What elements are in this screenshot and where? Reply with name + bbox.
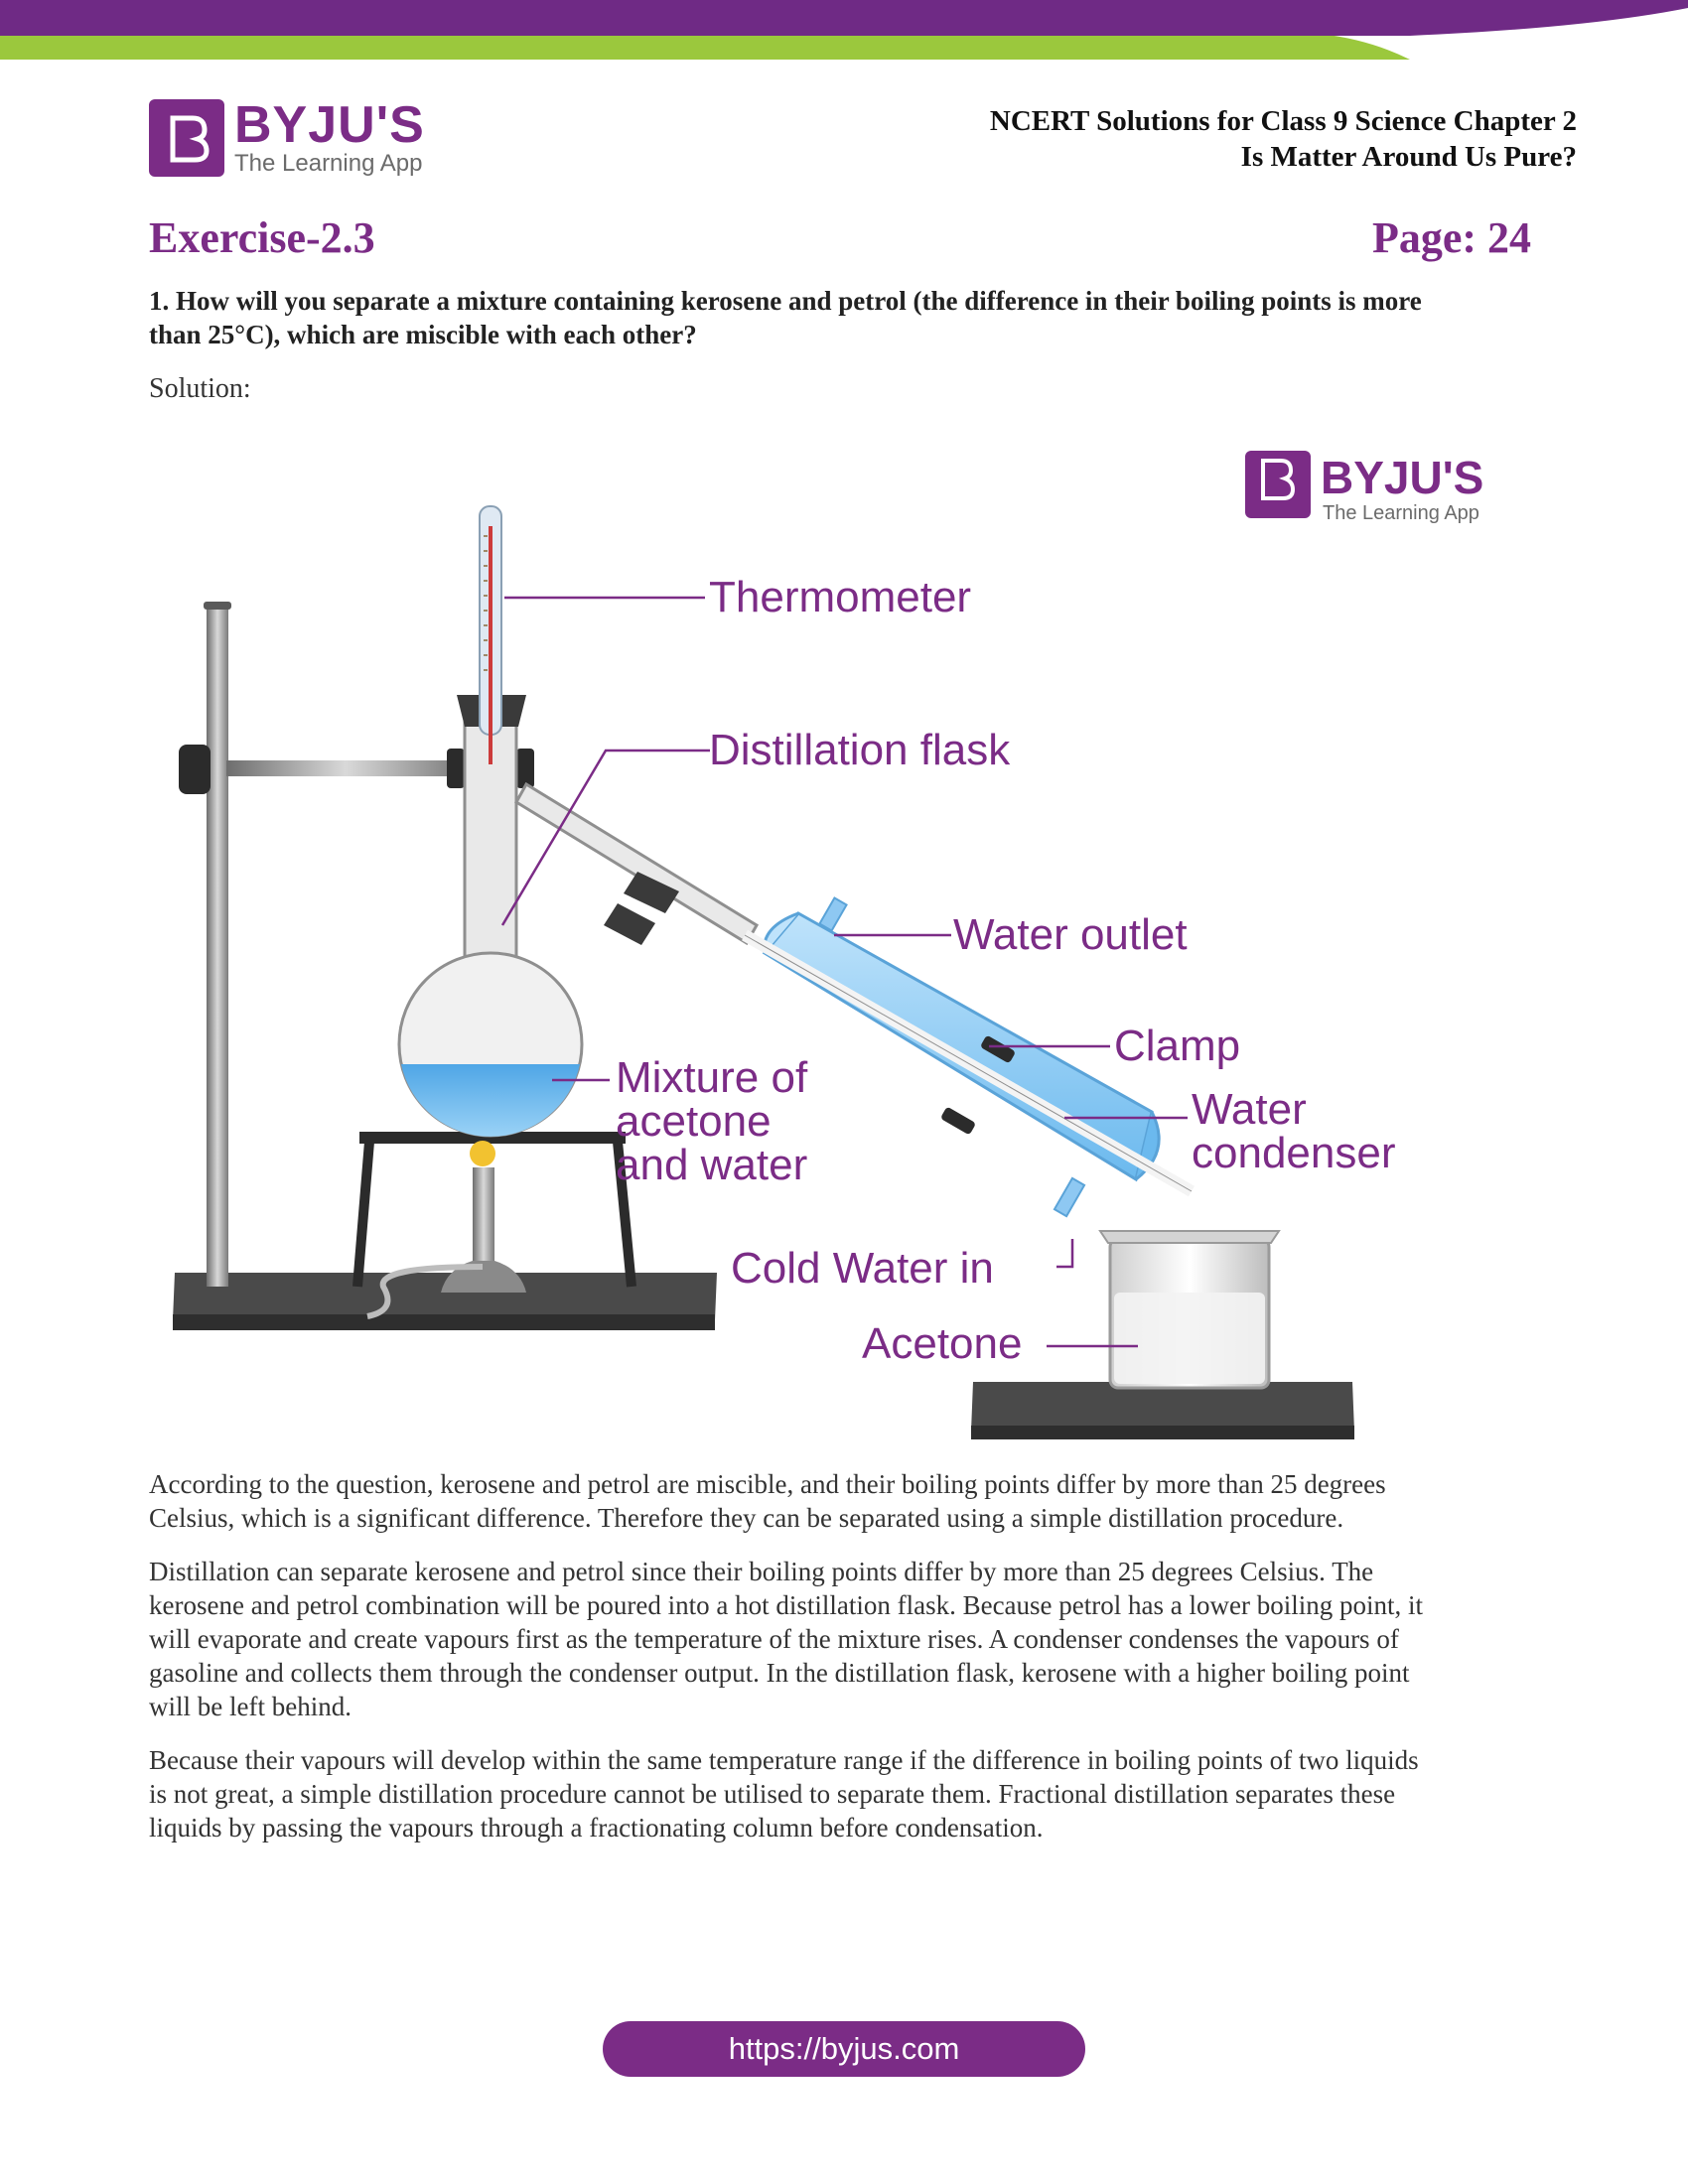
logo-name: BYJU'S bbox=[234, 96, 425, 154]
chapter-header-line2: Is Matter Around Us Pure? bbox=[1240, 141, 1577, 173]
chapter-header-line1: NCERT Solutions for Class 9 Science Chapter 2 bbox=[989, 105, 1577, 137]
label-mixture-line2: acetone bbox=[616, 1097, 772, 1146]
paragraph-line: Celsius, which is a significant difference. Therefore they can be separated using a simple distillation procedure. bbox=[149, 1503, 1344, 1533]
paragraph-3 bbox=[149, 1743, 1539, 1844]
paragraph-line: kerosene and petrol combination will be poured into a hot distillation flask. Because petrol has a lower boiling point, it bbox=[149, 1590, 1423, 1620]
top-banner bbox=[0, 0, 1688, 60]
distillation-diagram bbox=[149, 437, 1539, 1449]
paragraph-line: will be left behind. bbox=[149, 1692, 352, 1721]
paragraph-line: will evaporate and create vapours first as the temperature of the mixture rises. A condenser condenses the vapours of bbox=[149, 1624, 1399, 1654]
paragraph-line: Distillation can separate kerosene and petrol since their boiling points differ by more than 25 degrees Celsius. The bbox=[149, 1557, 1374, 1586]
label-thermometer: Thermometer bbox=[709, 573, 972, 621]
distillation-apparatus bbox=[149, 437, 1539, 1449]
question-line: than 25°C), which are miscible with each other? bbox=[149, 320, 697, 349]
paragraph-line: is not great, a simple distillation procedure cannot be utilised to separate them. Fractional distillation separates these bbox=[149, 1779, 1396, 1809]
label-condenser-line2: condenser bbox=[1192, 1129, 1396, 1177]
question-text bbox=[149, 284, 1539, 351]
paragraph-line: liquids by passing the vapours through a fractionating column before condensation. bbox=[149, 1813, 1044, 1843]
label-water-outlet: Water outlet bbox=[953, 910, 1188, 959]
figure-logo-name: BYJU'S bbox=[1321, 452, 1484, 503]
label-mixture-line3: and water bbox=[616, 1141, 808, 1189]
question-line: 1. How will you separate a mixture containing kerosene and petrol (the difference in their boiling points is more bbox=[149, 286, 1422, 316]
paragraph-line: According to the question, kerosene and petrol are miscible, and their boiling points differ by more than 25 degrees bbox=[149, 1469, 1386, 1499]
page-number: Page: 24 bbox=[1371, 213, 1531, 262]
label-clamp: Clamp bbox=[1114, 1022, 1241, 1070]
exercise-title: Exercise-2.3 bbox=[149, 213, 375, 262]
paragraph-2 bbox=[149, 1555, 1539, 1723]
byjus-b-icon bbox=[149, 99, 224, 177]
label-condenser-line1: Water bbox=[1192, 1085, 1307, 1134]
byjus-logo bbox=[149, 96, 425, 177]
label-distillation-flask: Distillation flask bbox=[709, 726, 1011, 774]
label-acetone: Acetone bbox=[862, 1319, 1023, 1368]
footer-url-link[interactable]: https://byjus.com bbox=[603, 2021, 1085, 2077]
label-cold-water-in: Cold Water in bbox=[731, 1244, 994, 1293]
figure-byjus-logo bbox=[1245, 451, 1483, 524]
label-mixture-line1: Mixture of bbox=[616, 1053, 808, 1102]
paragraph-line: gasoline and collects them through the condenser output. In the distillation flask, kerosene with a higher boiling point bbox=[149, 1658, 1410, 1688]
figure-logo-tagline: The Learning App bbox=[1323, 502, 1479, 524]
chapter-header bbox=[990, 103, 1577, 175]
solution-label: Solution: bbox=[149, 373, 251, 404]
logo-tagline: The Learning App bbox=[234, 150, 423, 177]
paragraph-1 bbox=[149, 1467, 1539, 1535]
paragraph-line: Because their vapours will develop within the same temperature range if the difference in boiling points of two liquids bbox=[149, 1745, 1419, 1775]
